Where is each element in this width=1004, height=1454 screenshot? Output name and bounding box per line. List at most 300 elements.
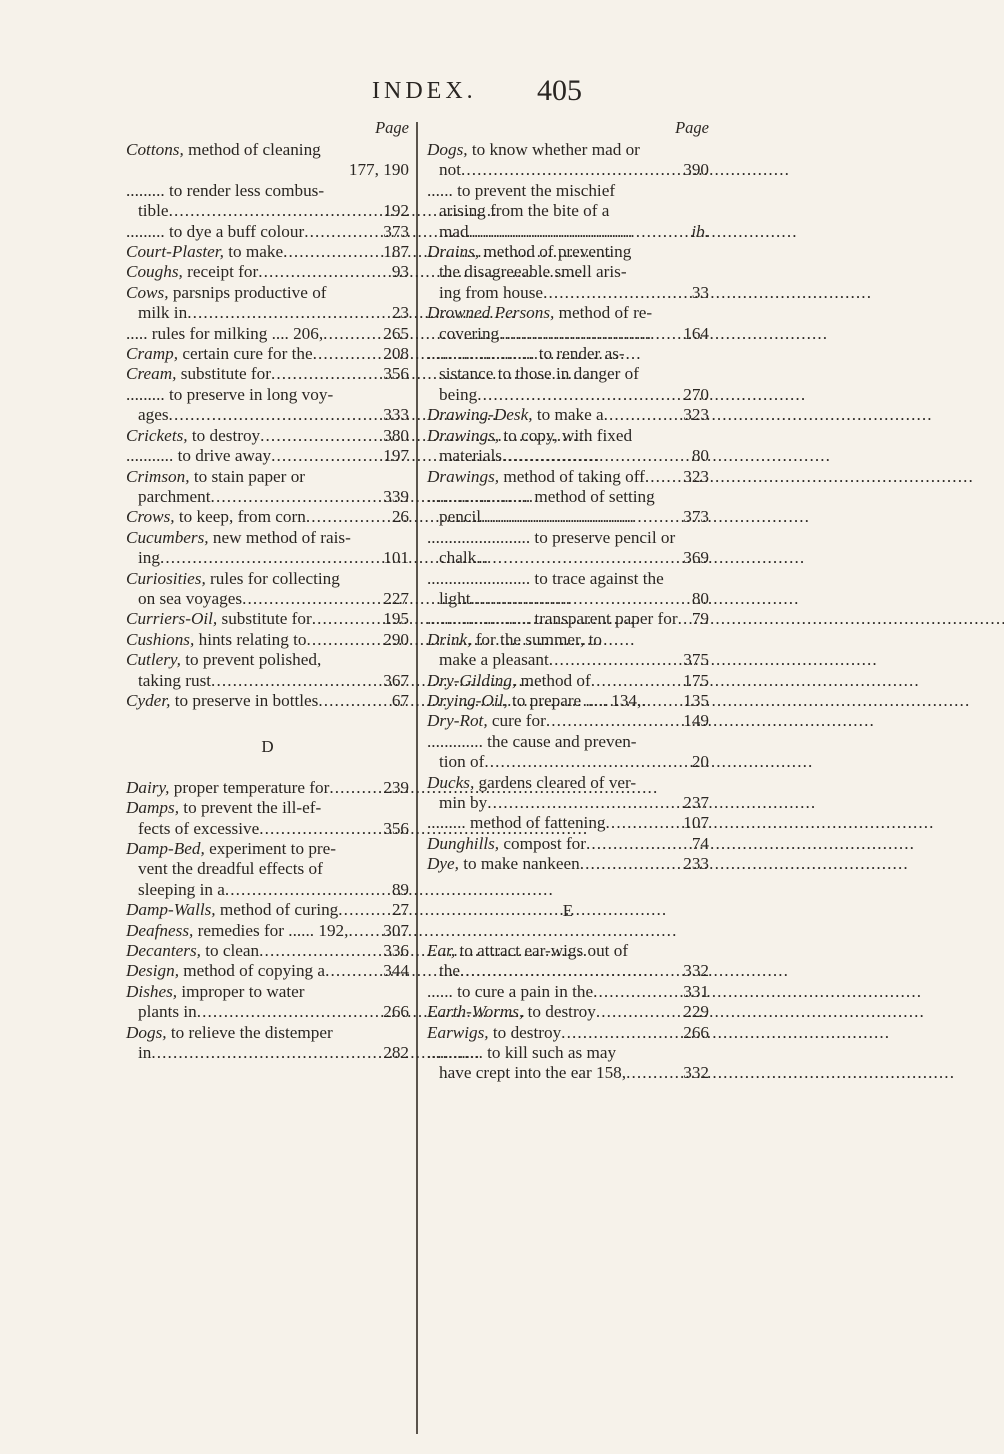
entry-label: [126, 961, 325, 981]
entry-text: tion of: [439, 752, 485, 772]
leader-dots: [225, 880, 389, 900]
entry-label: [138, 405, 169, 425]
index-entry: [427, 1063, 709, 1083]
entry-text: for the summer, to: [471, 629, 602, 649]
entry-page-number: 107: [683, 813, 709, 833]
entry-page-number: 80: [691, 446, 709, 466]
index-entry: [126, 650, 409, 670]
entry-text: parsnips productive of: [168, 282, 327, 302]
entry-label: [126, 630, 306, 650]
index-entry: [427, 303, 709, 323]
leader-dots: [471, 589, 689, 609]
entry-page-number: 135: [683, 690, 709, 710]
index-entry: [427, 589, 709, 609]
entry-page-number: 390: [683, 160, 709, 180]
leader-dots: [546, 711, 680, 731]
entry-text: mad: [439, 221, 469, 241]
index-entry: [126, 569, 409, 589]
entry-text: covering: [439, 323, 500, 343]
entry-text: ..... rules for milking .... 206,: [126, 323, 324, 343]
entry-page-number: 356: [383, 364, 409, 384]
entry-label: [427, 671, 591, 691]
index-entry: [427, 813, 709, 833]
entry-page-number: 367: [383, 670, 409, 690]
entry-text: to copy, with fixed: [499, 425, 633, 445]
entry-page-number: 332: [683, 961, 709, 981]
entry-text: min by: [439, 793, 488, 812]
leader-dots: [338, 900, 389, 920]
entry-label: [126, 941, 259, 961]
leader-dots: [469, 222, 689, 242]
index-entry: [427, 507, 709, 527]
entry-text: to make a: [532, 405, 604, 425]
entry-text: receipt for: [182, 262, 259, 282]
entry-text: ......... method of fattening: [427, 813, 606, 833]
index-entry: [427, 630, 709, 650]
entry-text: the: [439, 961, 460, 981]
index-entry: [126, 630, 409, 650]
entry-page-number: 356: [383, 818, 409, 838]
entry-keyword: Crickets,: [126, 425, 188, 445]
entry-text: ...... to cure a pain in the: [427, 981, 594, 1001]
index-entry: [427, 650, 709, 670]
index-entry: [427, 961, 709, 981]
leader-dots: [593, 982, 680, 1002]
index-entry: [126, 344, 409, 364]
entry-text: hints relating to: [194, 629, 307, 649]
entry-text: to destroy: [187, 425, 261, 445]
entry-text: gardens cleared of ver-: [474, 772, 637, 792]
entry-keyword: Ear,: [427, 941, 456, 961]
entry-text: method of copying a: [179, 961, 326, 981]
entry-page-number: 323: [683, 405, 709, 425]
index-block-d-cont: [427, 140, 709, 875]
entry-keyword: Cyder,: [126, 690, 171, 710]
entry-page-number: 380: [383, 425, 409, 445]
leader-dots: [283, 242, 380, 262]
entry-page-number: 282: [383, 1043, 409, 1063]
entry-page-number: 266: [383, 1002, 409, 1022]
entry-page-number: 344: [383, 961, 409, 981]
leader-dots: [259, 941, 380, 961]
entry-text: proper temperature for: [169, 777, 330, 797]
entry-label: [439, 446, 502, 466]
entry-label: [439, 283, 543, 303]
entry-keyword: Dairy,: [126, 777, 170, 797]
entry-page-number: 101: [383, 548, 409, 568]
entry-keyword: Deafness,: [126, 920, 194, 940]
entry-text: chalk: [439, 548, 477, 568]
index-entry: [126, 819, 409, 839]
entry-label: [138, 589, 242, 609]
entry-text: being: [439, 384, 478, 404]
leader-dots: [641, 691, 680, 711]
entry-text: ing: [138, 548, 160, 568]
index-entry: [427, 941, 709, 961]
entry-page-number: 375: [683, 650, 709, 670]
entry-keyword: Damp-Walls,: [126, 900, 216, 920]
section-letter-d: D: [261, 737, 274, 757]
index-entry: [427, 405, 709, 425]
entry-keyword: Dunghills,: [427, 833, 500, 853]
entry-keyword: Cows,: [126, 282, 169, 302]
index-entry: [427, 671, 709, 691]
index-entry: [427, 1002, 709, 1022]
entry-label: [439, 222, 469, 242]
index-entry: [427, 487, 709, 507]
entry-text: on sea voyages: [138, 588, 243, 608]
leader-dots: [169, 405, 381, 425]
entry-label: [427, 813, 606, 833]
entry-page-number: 339: [383, 486, 409, 506]
entry-text: to prepare ..... 134,: [507, 690, 642, 710]
entry-label: [427, 609, 678, 629]
entry-keyword: Crows,: [126, 507, 175, 527]
entry-text: ages: [138, 405, 169, 425]
entry-label: [138, 548, 160, 568]
leader-dots: [242, 589, 380, 609]
entry-label: [126, 900, 338, 920]
entry-text: method of taking off: [499, 466, 645, 486]
index-entry: [126, 1023, 409, 1043]
entry-page-number: 20: [691, 752, 709, 772]
entry-label: [138, 880, 225, 900]
index-entry: [126, 426, 409, 446]
entry-label: [427, 691, 641, 711]
entry-text: materials: [439, 446, 502, 466]
entry-label: [439, 650, 549, 670]
entry-text: to preserve in bottles: [170, 690, 319, 710]
index-entry: [427, 528, 709, 548]
entry-text: ............. to kill such as may: [427, 1043, 617, 1063]
index-entry: [427, 982, 709, 1002]
index-entry: [427, 426, 709, 446]
index-entry: [427, 711, 709, 731]
entry-keyword: Drying-Oil,: [427, 690, 508, 710]
entry-label: [126, 242, 283, 262]
index-entry: [427, 201, 709, 221]
entry-keyword: Drawings,: [427, 425, 500, 445]
entry-page-number: 26: [391, 507, 409, 527]
leader-dots: [313, 344, 381, 364]
entry-keyword: Cramp,: [126, 344, 179, 364]
entry-page-number: 307: [383, 920, 409, 940]
entry-keyword: Cottons,: [126, 140, 184, 159]
entry-keyword: Damp-Bed,: [126, 839, 205, 858]
leader-dots: [304, 222, 380, 242]
entry-page-number: 331: [683, 981, 709, 1001]
entry-keyword: Drowned Persons,: [427, 303, 555, 323]
index-entry: [126, 609, 409, 629]
entry-keyword: Cucumbers,: [126, 527, 209, 547]
leader-dots: [323, 324, 380, 344]
leader-dots: [549, 650, 680, 670]
entry-page-number: 266: [683, 1022, 709, 1042]
entry-label: [138, 303, 187, 323]
entry-label: [427, 467, 645, 487]
index-entry: [427, 1023, 709, 1043]
entry-keyword: Dogs,: [427, 140, 468, 159]
index-entry: [126, 303, 409, 323]
leader-dots: [626, 1063, 680, 1083]
entry-text: to make nankeen: [458, 854, 580, 874]
entry-keyword: Ducks,: [427, 772, 475, 792]
entry-label: [439, 1063, 626, 1083]
entry-page-number: 373: [683, 507, 709, 527]
entry-page-number: 149: [683, 711, 709, 731]
index-entry: [126, 181, 409, 201]
index-block-d: [126, 778, 409, 1064]
entry-label: [439, 961, 460, 981]
entry-page-number: 164: [683, 323, 709, 343]
entry-text: light: [439, 588, 471, 608]
entry-page-number: 233: [683, 854, 709, 874]
index-entry: [126, 528, 409, 548]
index-entry: [427, 222, 709, 242]
entry-label: [126, 921, 348, 941]
index-entry: [427, 732, 709, 752]
index-entry: [126, 880, 409, 900]
index-entry: [427, 793, 709, 813]
leader-dots: [259, 819, 380, 839]
entry-text: new method of rais-: [208, 527, 351, 547]
leader-dots: [487, 793, 680, 813]
entry-text: the disagreeable smell aris-: [439, 262, 627, 282]
entry-text: method of cleaning: [183, 140, 321, 159]
leader-dots: [197, 1002, 380, 1022]
page-header: [0, 74, 800, 114]
entry-label: [126, 507, 306, 527]
index-entry: [126, 941, 409, 961]
entry-label: [427, 1002, 596, 1022]
index-entry: [427, 1043, 709, 1063]
index-entry: [427, 364, 709, 384]
entry-keyword: Design,: [126, 961, 179, 981]
entry-text: rules for collecting: [205, 568, 340, 588]
index-entry: [126, 961, 409, 981]
leader-dots: [580, 854, 681, 874]
index-entry: [126, 385, 409, 405]
entry-text: to destroy: [523, 1002, 596, 1022]
entry-page-number: ib.: [691, 221, 709, 241]
entry-page-number: 187: [383, 242, 409, 262]
entry-page-number: 270: [683, 384, 709, 404]
entry-label: [126, 426, 260, 446]
index-entry: [427, 773, 709, 793]
entry-text: to destroy: [488, 1022, 562, 1042]
leader-dots: [678, 609, 689, 629]
entry-text: to attract ear-wigs out of: [455, 941, 629, 961]
entry-label: [427, 1023, 561, 1043]
entry-keyword: Cutlery,: [126, 650, 181, 670]
entry-page-number: 336: [383, 941, 409, 961]
entry-text: certain cure for the: [178, 344, 313, 364]
entry-keyword: Decanters,: [126, 941, 201, 961]
leader-dots: [561, 1023, 680, 1043]
index-entry: [427, 385, 709, 405]
right-column: [427, 118, 709, 1084]
index-entry: [126, 160, 409, 180]
index-block-e: [427, 941, 709, 1084]
index-entry: [126, 364, 409, 384]
entry-page-number: 373: [383, 221, 409, 241]
index-entry: [126, 900, 409, 920]
entry-text: to clean: [200, 941, 260, 961]
entry-text: to prevent polished,: [180, 650, 322, 670]
entry-page-number: 192: [383, 201, 409, 221]
index-entry: [126, 778, 409, 798]
leader-dots: [211, 487, 381, 507]
entry-text: tible: [138, 201, 169, 221]
index-entry: [427, 140, 709, 160]
index-entry: [427, 609, 709, 629]
leader-dots: [271, 446, 380, 466]
entry-keyword: Court-Plaster,: [126, 242, 224, 262]
entry-text: method of preventing: [479, 242, 632, 262]
entry-text: ........................ transparent paper for: [427, 609, 678, 629]
entry-label: [126, 324, 323, 344]
entry-text: improper to water: [177, 981, 305, 1001]
entry-text: substitute for: [176, 364, 271, 384]
entry-keyword: Drains,: [427, 242, 480, 262]
entry-text: method of curing: [215, 900, 339, 920]
entry-page-number: 227: [383, 588, 409, 608]
entry-keyword: Drawings,: [427, 466, 500, 486]
entry-page-number: 195: [383, 609, 409, 629]
running-title: INDEX.: [372, 78, 477, 104]
entry-text: to make: [223, 242, 284, 262]
entry-page-number: 23: [391, 303, 409, 323]
entry-keyword: Dye,: [427, 854, 459, 874]
entry-text: compost for: [499, 833, 586, 853]
entry-page-number: 239: [383, 777, 409, 797]
leader-dots: [258, 262, 389, 282]
leader-dots: [481, 507, 680, 527]
entry-label: [126, 609, 312, 629]
leader-dots: [477, 385, 680, 405]
entry-label: [427, 854, 580, 874]
index-entry: [126, 324, 409, 344]
leader-dots: [318, 691, 388, 711]
page-column-label: Page: [375, 118, 409, 137]
entry-page-number: 33: [691, 282, 709, 302]
entry-text: to stain paper or: [189, 466, 306, 486]
entry-keyword: Dry-Rot,: [427, 711, 488, 731]
leader-dots: [187, 303, 389, 323]
index-entry: [126, 507, 409, 527]
leader-dots: [306, 507, 389, 527]
entry-text: experiment to pre-: [204, 839, 337, 858]
entry-keyword: Cream,: [126, 364, 177, 384]
entry-text: plants in: [138, 1002, 197, 1022]
leader-dots: [329, 778, 380, 798]
index-entry: [126, 467, 409, 487]
entry-keyword: Damps,: [126, 798, 179, 818]
index-entry: [427, 467, 709, 487]
leader-dots: [604, 405, 681, 425]
entry-label: [126, 262, 258, 282]
entry-text: ing from house: [439, 282, 544, 302]
entry-text: method of: [516, 670, 591, 690]
leader-dots: [591, 671, 680, 691]
entry-keyword: Drink,: [427, 629, 472, 649]
section-letter-e: E: [562, 900, 574, 920]
index-entry: [126, 921, 409, 941]
entry-text: method of re-: [554, 303, 653, 323]
entry-text: sistance to those in danger of: [439, 364, 639, 384]
entry-label: [427, 711, 546, 731]
entry-page-number: 67: [391, 690, 409, 710]
entry-text: milk in: [138, 303, 188, 323]
entry-page-number: 177, 190: [348, 160, 409, 180]
entry-text: ......................... to render as-: [427, 344, 625, 364]
index-entry: [126, 1002, 409, 1022]
entry-text: ...... to prevent the mischief: [427, 180, 616, 200]
leader-dots: [306, 630, 380, 650]
entry-page-number: 93: [391, 262, 409, 282]
index-entry: [427, 834, 709, 854]
entry-text: to know whether mad or: [467, 140, 640, 159]
index-entry: [126, 140, 409, 160]
entry-label: [439, 160, 461, 180]
leader-dots: [460, 961, 680, 981]
entry-text: ......... to dye a buff colour: [126, 221, 305, 241]
entry-text: ......... to preserve in long voy-: [126, 384, 334, 404]
entry-text: taking rust: [138, 670, 212, 690]
leader-dots: [586, 834, 689, 854]
leader-dots: [596, 1002, 680, 1022]
index-entry: [126, 222, 409, 242]
index-entry: [126, 283, 409, 303]
entry-label: [126, 778, 329, 798]
entry-label: [138, 487, 211, 507]
leader-dots: [484, 752, 688, 772]
index-entry: [427, 548, 709, 568]
entry-label: [439, 507, 481, 527]
entry-label: [439, 589, 471, 609]
entry-text: ............. the cause and preven-: [427, 731, 637, 751]
index-entry: [427, 446, 709, 466]
leader-dots: [271, 364, 380, 384]
entry-page-number: 237: [683, 793, 709, 812]
index-entry: [427, 569, 709, 589]
index-entry: [427, 160, 709, 180]
index-entry: [126, 589, 409, 609]
entry-keyword: Cushions,: [126, 629, 195, 649]
entry-label: [138, 671, 211, 691]
entry-text: in: [138, 1043, 152, 1063]
entry-label: [439, 793, 487, 813]
entry-page-number: 369: [683, 548, 709, 568]
entry-page-number: 208: [383, 344, 409, 364]
entry-text: sleeping in a: [138, 879, 225, 899]
entry-page-number: 265: [383, 323, 409, 343]
entry-page-number: 290: [383, 629, 409, 649]
index-entry: [427, 283, 709, 303]
entry-text: to relieve the distemper: [166, 1022, 333, 1042]
index-entry: [126, 859, 409, 879]
index-entry: [427, 854, 709, 874]
page-number: 405: [537, 74, 582, 107]
entry-text: have crept into the ear 158,: [439, 1063, 627, 1083]
entry-label: [126, 222, 304, 242]
index-entry: [126, 242, 409, 262]
entry-text: parchment: [138, 486, 211, 506]
entry-label: [138, 1043, 151, 1063]
entry-page-number: 89: [391, 879, 409, 899]
index-block-c: [126, 140, 409, 711]
entry-keyword: Curiosities,: [126, 568, 206, 588]
